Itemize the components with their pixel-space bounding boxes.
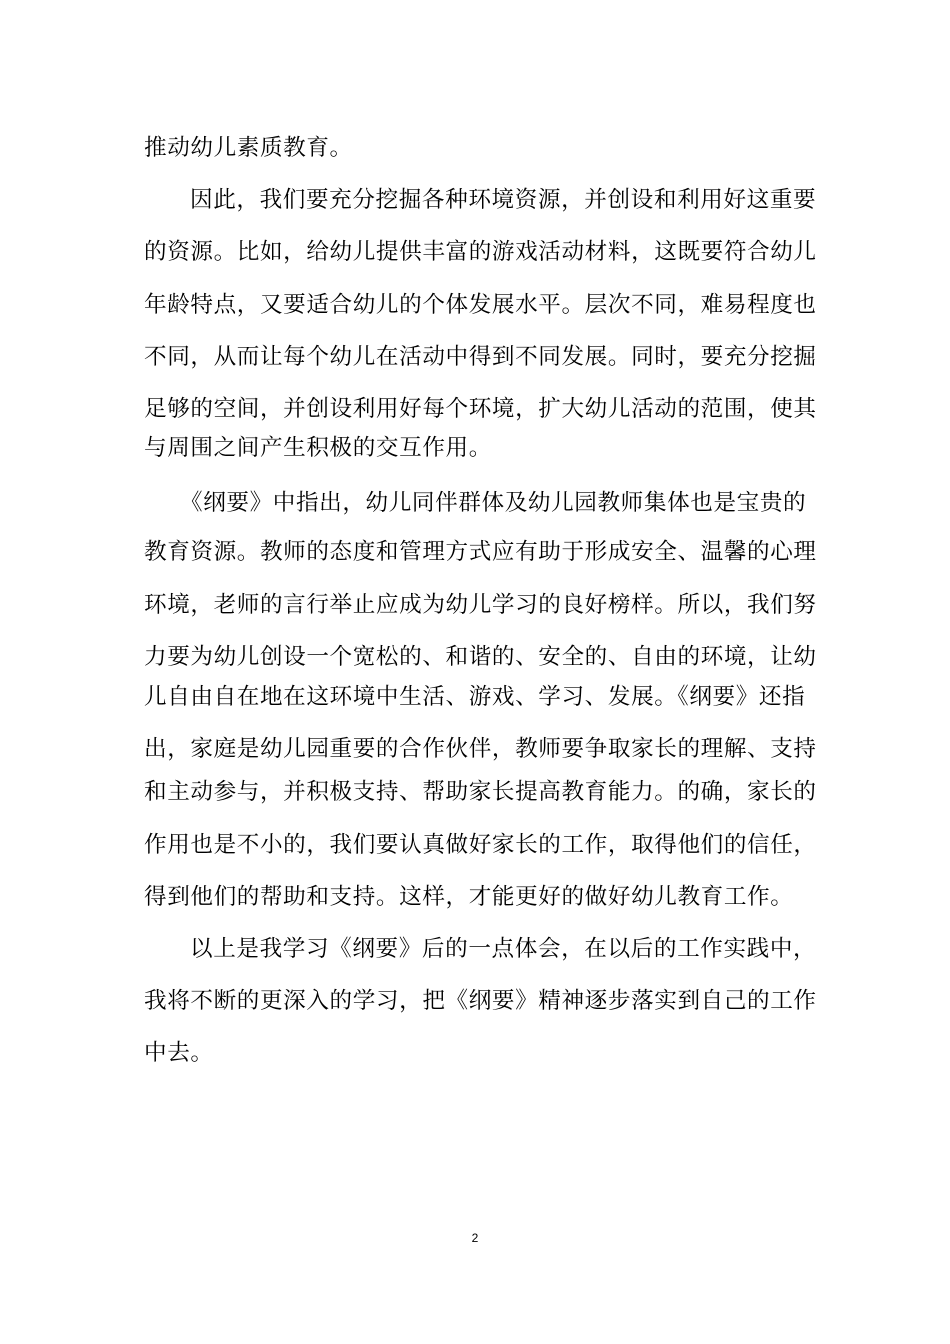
text-line: 儿自由自在地在这环境中生活、游戏、学习、发展。《纲要》还指 — [144, 684, 806, 710]
text-line: 的资源。比如，给幼儿提供丰富的游戏活动材料，这既要符合幼儿 — [144, 239, 817, 265]
text-line: 力要为幼儿创设一个宽松的、和谐的、安全的、自由的环境，让幼 — [144, 644, 817, 670]
page-number: 2 — [471, 1231, 479, 1245]
text-line: 我将不断的更深入的学习，把《纲要》精神逐步落实到自己的工作 — [144, 988, 817, 1014]
text-line: 年龄特点，又要适合幼儿的个体发展水平。层次不同，难易程度也 — [144, 292, 817, 318]
paragraph-first-line: 因此，我们要充分挖掘各种环境资源，并创设和利用好这重要 — [190, 187, 817, 213]
paragraph-first-line: 《纲要》中指出，幼儿同伴群体及幼儿园教师集体也是宝贵的 — [180, 490, 807, 516]
text-line: 与周围之间产生积极的交互作用。 — [144, 435, 492, 461]
text-line: 推动幼儿素质教育。 — [144, 135, 353, 161]
text-line: 足够的空间，并创设利用好每个环境，扩大幼儿活动的范围，使其 — [144, 396, 817, 422]
text-line: 教育资源。教师的态度和管理方式应有助于形成安全、温馨的心理 — [144, 539, 817, 565]
text-line: 和主动参与，并积极支持、帮助家长提高教育能力。的确，家长的 — [144, 779, 817, 805]
text-line: 出，家庭是幼儿园重要的合作伙伴，教师要争取家长的理解、支持 — [144, 736, 817, 762]
text-line: 环境，老师的言行举止应成为幼儿学习的良好榜样。所以，我们努 — [144, 592, 817, 618]
text-line: 得到他们的帮助和支持。这样，才能更好的做好幼儿教育工作。 — [144, 884, 794, 910]
text-line: 不同，从而让每个幼儿在活动中得到不同发展。同时，要充分挖掘 — [144, 344, 817, 370]
paragraph-first-line: 以上是我学习《纲要》后的一点体会，在以后的工作实践中， — [190, 936, 817, 962]
text-line: 中去。 — [144, 1040, 214, 1066]
text-line: 作用也是不小的，我们要认真做好家长的工作，取得他们的信任， — [144, 832, 817, 858]
